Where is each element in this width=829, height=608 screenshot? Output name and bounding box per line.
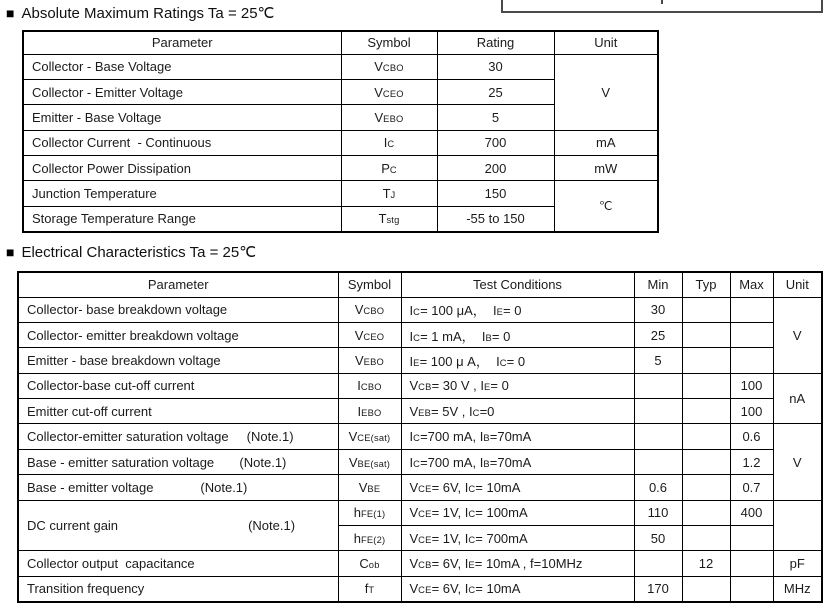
- typ-cell: [682, 297, 730, 322]
- symbol-cell: Cob: [338, 551, 401, 576]
- max-cell: [730, 551, 773, 576]
- symbol-cell: ICBO: [338, 373, 401, 398]
- test-conditions-cell: VEB= 5V , IC=0: [401, 399, 634, 424]
- test-conditions-cell: IC= 100 μA， IE= 0: [401, 297, 634, 322]
- unit-cell: V: [773, 297, 822, 373]
- square-bullet-icon: ■: [6, 5, 15, 21]
- symbol-cell: VCEO: [341, 79, 437, 104]
- symbol-cell: VCBO: [341, 54, 437, 79]
- typ-cell: 12: [682, 551, 730, 576]
- parameter-cell: DC current gain (Note.1): [18, 500, 338, 551]
- parameter-cell: Collector Current - Continuous: [23, 130, 341, 155]
- min-cell: 50: [634, 526, 682, 551]
- square-bullet-icon: ■: [6, 244, 15, 260]
- max-cell: 100: [730, 399, 773, 424]
- test-conditions-cell: VCB= 30 V , IE= 0: [401, 373, 634, 398]
- unit-cell: [773, 500, 822, 551]
- table-row: [18, 424, 822, 449]
- test-conditions-cell: IC= 1 mA， IB= 0: [401, 322, 634, 347]
- test-conditions-cell: IC=700 mA, IB=70mA: [401, 449, 634, 474]
- symbol-cell: VBE: [338, 475, 401, 500]
- parameter-cell: Collector - Base Voltage: [23, 54, 341, 79]
- min-cell: 5: [634, 348, 682, 373]
- col-header-symbol: Symbol: [338, 272, 401, 297]
- table-row: [18, 475, 822, 500]
- parameter-cell: Emitter - Base Voltage: [23, 105, 341, 130]
- typ-cell: [682, 449, 730, 474]
- table-row: [23, 181, 658, 206]
- typ-cell: [682, 526, 730, 551]
- table-row: [18, 322, 822, 347]
- min-cell: 30: [634, 297, 682, 322]
- col-header-unit: Unit: [773, 272, 822, 297]
- col-header-test-conditions: Test Conditions: [401, 272, 634, 297]
- col-header-rating: Rating: [437, 31, 554, 54]
- min-cell: [634, 424, 682, 449]
- max-cell: [730, 576, 773, 601]
- unit-cell: MHz: [773, 576, 822, 601]
- table-row: [18, 373, 822, 398]
- parameter-cell: Emitter cut-off current: [18, 399, 338, 424]
- symbol-cell: hFE(2): [338, 526, 401, 551]
- table-row: [18, 551, 822, 576]
- test-conditions-cell: VCE= 1V, IC= 100mA: [401, 500, 634, 525]
- table-header-row: [18, 272, 822, 297]
- abs-max-title-text: Absolute Maximum Ratings Ta = 25℃: [21, 5, 275, 22]
- max-cell: 100: [730, 373, 773, 398]
- min-cell: 25: [634, 322, 682, 347]
- symbol-cell: VBE(sat): [338, 449, 401, 474]
- test-conditions-cell: VCE= 6V, IC= 10mA: [401, 576, 634, 601]
- parameter-cell: Collector Power Dissipation: [23, 156, 341, 181]
- parameter-cell: Emitter - base breakdown voltage: [18, 348, 338, 373]
- test-conditions-cell: VCB= 6V, IE= 10mA , f=10MHz: [401, 551, 634, 576]
- col-header-typ: Typ: [682, 272, 730, 297]
- col-header-unit: Unit: [554, 31, 658, 54]
- rating-cell: 150: [437, 181, 554, 206]
- table-row: [23, 130, 658, 155]
- min-cell: [634, 399, 682, 424]
- parameter-cell: Collector- base breakdown voltage: [18, 297, 338, 322]
- symbol-cell: IC: [341, 130, 437, 155]
- min-cell: 170: [634, 576, 682, 601]
- table-row: [18, 297, 822, 322]
- parameter-cell: Collector output capacitance: [18, 551, 338, 576]
- rating-cell: 5: [437, 105, 554, 130]
- unit-cell: mA: [554, 130, 658, 155]
- col-header-symbol: Symbol: [341, 31, 437, 54]
- typ-cell: [682, 475, 730, 500]
- unit-cell: nA: [773, 373, 822, 424]
- col-header-min: Min: [634, 272, 682, 297]
- test-conditions-cell: IE= 100 μ A， IC= 0: [401, 348, 634, 373]
- max-cell: 1.2: [730, 449, 773, 474]
- symbol-cell: fT: [338, 576, 401, 601]
- symbol-cell: TJ: [341, 181, 437, 206]
- min-cell: 0.6: [634, 475, 682, 500]
- min-cell: [634, 449, 682, 474]
- table-row: [18, 576, 822, 601]
- typ-cell: [682, 348, 730, 373]
- unit-cell: V: [554, 54, 658, 130]
- unit-cell: mW: [554, 156, 658, 181]
- test-conditions-cell: VCE= 6V, IC= 10mA: [401, 475, 634, 500]
- max-cell: 0.6: [730, 424, 773, 449]
- electrical-table: [17, 271, 823, 603]
- symbol-cell: IEBO: [338, 399, 401, 424]
- rating-cell: -55 to 150: [437, 206, 554, 231]
- symbol-cell: PC: [341, 156, 437, 181]
- symbol-cell: VCBO: [338, 297, 401, 322]
- parameter-cell: Collector-base cut-off current: [18, 373, 338, 398]
- typ-cell: [682, 399, 730, 424]
- abs-max-table: [22, 30, 659, 233]
- typ-cell: [682, 373, 730, 398]
- table-row: [18, 348, 822, 373]
- symbol-cell: VCE(sat): [338, 424, 401, 449]
- max-cell: 400: [730, 500, 773, 525]
- rating-cell: 200: [437, 156, 554, 181]
- cropped-divider: [661, 0, 663, 4]
- table-row: [18, 500, 822, 525]
- test-conditions-cell: VCE= 1V, IC= 700mA: [401, 526, 634, 551]
- typ-cell: [682, 322, 730, 347]
- col-header-max: Max: [730, 272, 773, 297]
- max-cell: [730, 297, 773, 322]
- parameter-cell: Base - emitter voltage (Note.1): [18, 475, 338, 500]
- max-cell: [730, 322, 773, 347]
- unit-cell: V: [773, 424, 822, 500]
- rating-cell: 25: [437, 79, 554, 104]
- table-row: [23, 54, 658, 79]
- table-row: [23, 156, 658, 181]
- symbol-cell: hFE(1): [338, 500, 401, 525]
- table-row: [18, 399, 822, 424]
- table-row: [18, 449, 822, 474]
- parameter-cell: Junction Temperature: [23, 181, 341, 206]
- parameter-cell: Collector - Emitter Voltage: [23, 79, 341, 104]
- max-cell: 0.7: [730, 475, 773, 500]
- parameter-cell: Storage Temperature Range: [23, 206, 341, 231]
- table-header-row: [23, 31, 658, 54]
- max-cell: [730, 348, 773, 373]
- col-header-parameter: Parameter: [18, 272, 338, 297]
- typ-cell: [682, 576, 730, 601]
- symbol-cell: VEBO: [338, 348, 401, 373]
- unit-cell: pF: [773, 551, 822, 576]
- min-cell: [634, 373, 682, 398]
- rating-cell: 700: [437, 130, 554, 155]
- rating-cell: 30: [437, 54, 554, 79]
- test-conditions-cell: IC=700 mA, IB=70mA: [401, 424, 634, 449]
- min-cell: [634, 551, 682, 576]
- max-cell: [730, 526, 773, 551]
- typ-cell: [682, 500, 730, 525]
- typ-cell: [682, 424, 730, 449]
- parameter-cell: Base - emitter saturation voltage (Note.1): [18, 449, 338, 474]
- abs-max-title: [6, 4, 274, 22]
- min-cell: 110: [634, 500, 682, 525]
- electrical-title-text: Electrical Characteristics Ta = 25℃: [21, 244, 257, 261]
- symbol-cell: VCEO: [338, 322, 401, 347]
- parameter-cell: Transition frequency: [18, 576, 338, 601]
- parameter-cell: Collector- emitter breakdown voltage: [18, 322, 338, 347]
- unit-cell: ℃: [554, 181, 658, 232]
- symbol-cell: Tstg: [341, 206, 437, 231]
- col-header-parameter: Parameter: [23, 31, 341, 54]
- parameter-cell: Collector-emitter saturation voltage (Note.1): [18, 424, 338, 449]
- symbol-cell: VEBO: [341, 105, 437, 130]
- electrical-title: [6, 243, 256, 261]
